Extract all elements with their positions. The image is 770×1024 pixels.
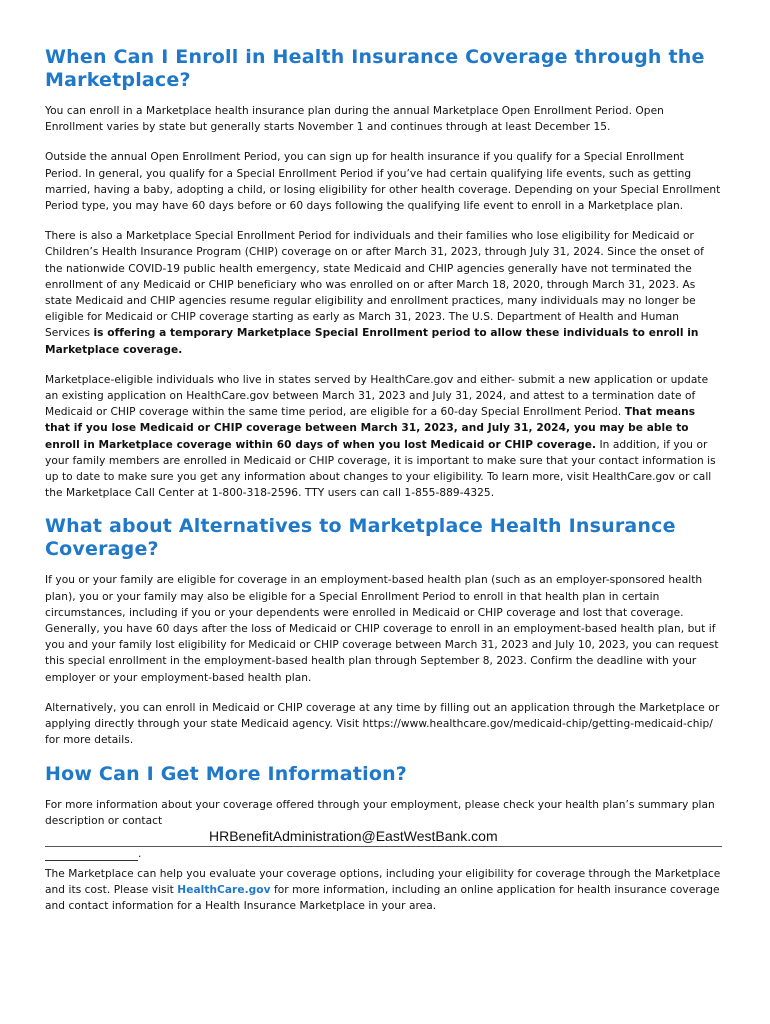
paragraph-special-enrollment: Outside the annual Open Enrollment Period, you can sign up for health insurance if you qualify for a Special Enrollment Period. In general, you qualify for a Special Enrollment Period if you’ve had certain qualifying life events, such as getting married, having a baby, adopting a child, or losing eligibility for other health coverage. Depending on your Special Enrollment Period type, you may have 60 days before or 60 days following the qualifying life event to enroll in a Marketplace plan. <box>45 151 721 213</box>
eligible-text-b: In addition, if you or your family members are enrolled in Medicaid or CHIP coverage, it is important to make sure that your contact information is up to date to make sure you get any information about changes to your eligibility. To learn more, visit HealthCare.gov or call the Marketplace Call Center at 1-800-318-2596. TTY users can call 1-855-889-4325. <box>45 438 716 500</box>
trailing-period: . <box>138 847 142 860</box>
paragraph-medicaid-chip-sep <box>45 228 722 358</box>
medicaid-chip-text: There is also a Marketplace Special Enrollment Period for individuals and their families who lose eligibility for Medicaid or Children’s Health Insurance Program (CHIP) coverage on or after March 31, 2023, through July 31, 2024. Since the onset of the nationwide COVID-19 public health emergency, state Medicaid and CHIP agencies generally have not terminated the enrollment of any Medicaid or CHIP beneficiary who was enrolled on or after March 18, 2020, through March 31, 2023. As state Medicaid and CHIP agencies resume regular eligibility and enrollment practices, many individuals may no longer be eligible for Medicaid or CHIP coverage starting as early as March 31, 2023. The U.S. Department of Health and Human Services <box>45 230 704 340</box>
contact-email[interactable]: HRBenefitAdministration@EastWestBank.com <box>209 827 498 844</box>
eligible-text-a: Marketplace-eligible individuals who live in states served by HealthCare.gov and either- submit a new application or update an existing application on HealthCare.gov between March 31, 2023 and July 31, 2024, and attest to a termination date of Medicaid or CHIP coverage within the same time period, are eligible for a 60-day Special Enrollment Period. <box>45 373 709 419</box>
marketplace-help-text-b: for more information, including an online application for health insurance coverage and contact information for a Health Insurance Marketplace in your area. <box>45 884 720 913</box>
section-heading-enroll: When Can I Enroll in Health Insurance Coverage through the Marketplace? <box>45 46 705 91</box>
paragraph-alternatively: Alternatively, you can enroll in Medicaid or CHIP coverage at any time by filling out an application through the Marketplace or applying directly through your state Medicaid agency. Visit https://www.healthcare.gov/medicaid-chip/getting-medicaid-chip/ for more details. <box>45 701 720 747</box>
paragraph-marketplace-eligible <box>45 372 722 502</box>
paragraph-open-enrollment: You can enroll in a Marketplace health insurance plan during the annual Marketplace Open Enrollment Period. Open Enrollment varies by state but generally starts November 1 and continues through at least December 15. <box>45 105 664 134</box>
paragraph-contact: For more information about your coverage offered through your employment, please check your health plan’s summary plan description or contact <box>45 798 715 827</box>
section-heading-alternatives: What about Alternatives to Marketplace Health Insurance Coverage? <box>45 515 676 561</box>
paragraph-employment-plan: If you or your family are eligible for coverage in an employment-based health plan (such as an employer-sponsored health plan), you or your family may also be eligible for a Special Enrollment Period to enroll in that health plan in certain circumstances, including if you or your dependents were enrolled in Medicaid or CHIP coverage and lost that coverage. Generally, you have 60 days after the loss of Medicaid or CHIP coverage to enroll in an employment-based health plan, but if you and your family lost eligibility for Medicaid or CHIP coverage between March 31, 2023 and July 10, 2023, you can request this special enrollment in the employment-based health plan through September 8, 2023. Confirm the deadline with your employer or your employment-based health plan. <box>45 574 719 684</box>
email-field-line <box>45 827 722 847</box>
paragraph-marketplace-help <box>45 866 722 915</box>
healthcare-gov-link[interactable]: HealthCare.gov <box>177 884 271 897</box>
marketplace-help-text-a: The Marketplace can help you evaluate your coverage options, including your eligibility for coverage through the Marketplace and its cost. Please visit <box>45 867 721 897</box>
underline-blank <box>45 850 138 861</box>
section-heading-more-info: How Can I Get More Information? <box>45 762 408 785</box>
medicaid-chip-bold-text: is offering a temporary Marketplace Special Enrollment period to allow these individuals to enroll in Marketplace coverage. <box>45 327 699 356</box>
blank-underline <box>45 847 722 861</box>
eligible-bold-text: That means that if you lose Medicaid or CHIP coverage between March 31, 2023, and July 31, 2024, you may be able to enroll in Marketplace coverage within 60 days of when you lost Medicaid or CHIP coverage. <box>45 406 696 451</box>
